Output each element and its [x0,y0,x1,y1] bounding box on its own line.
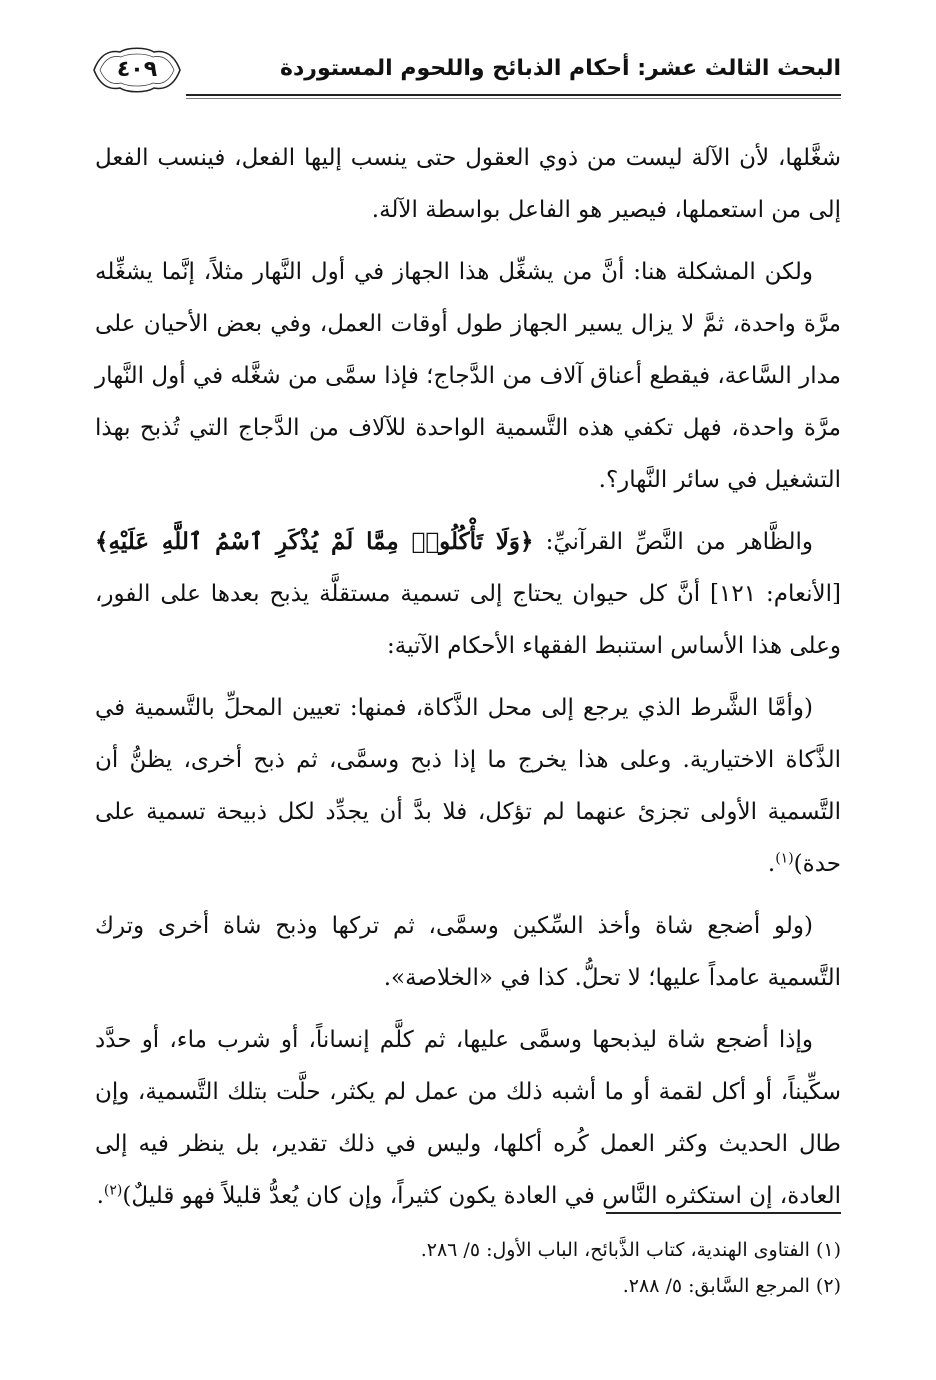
footnote-ref-1: (١) [775,850,794,867]
running-header [88,40,841,100]
paragraph-3-text: (وأمَّا الشَّرط الذي يرجع إلى محل الذَّكاة، فمنها: تعيين المحلِّ بالتَّسمية في الذَّكاة الاختيارية. وعلى هذا يخرج ما إذا ذبح وسمَّى، ثم ذبح أخرى، يظنُّ أن التَّسمية الأولى تجزئ عنهما لم تؤكل، فلا بدَّ أن يجدِّد لكل ذبيحة تسمية على حدة) [95,695,841,877]
page-number-ornament [88,44,186,96]
footnote-2: (٢) المرجع السَّابق: ٥/ ٢٨٨. [622,1275,841,1297]
quran-intro: والظَّاهر من النَّصِّ القرآنيِّ: [533,529,813,555]
paragraph-4: (ولو أضجع شاة وأخذ السِّكين وسمَّى، ثم تركها وذبح شاة أخرى وترك التَّسمية عامداً عليها؛ لا تحلُّ. كذا في «الخلاصة». [95,913,841,991]
paragraph-5-text: وإذا أضجع شاة ليذبحها وسمَّى عليها، ثم كلَّم إنساناً، أو شرب ماء، أو حدَّد سكِّيناً، أو أكل لقمة أو ما أشبه ذلك من عمل لم يكثر، حلَّت بتلك التَّسمية، وإن طال الحديث وكثر العمل كُره أكلها، وليس في ذلك تقدير، بل ينظر فيه إلى العادة، إن استكثره النَّاس في العادة يكون كثيراً، وإن كان يُعدُّ قليلاً فهو قليلٌ) [95,1027,841,1209]
end-mark: . [767,851,776,877]
paragraph-1: شغَّلها، لأن الآلة ليست من ذوي العقول حتى ينسب إليها الفعل، فينسب الفعل إلى من استعملها، فيصير هو الفاعل بواسطة الآلة. [95,145,841,223]
paragraph-2: ولكن المشكلة هنا: أنَّ من يشغِّل هذا الجهاز في أول النَّهار مثلاً، إنَّما يشغِّله مرَّة واحدة، ثمَّ لا يزال يسير الجهاز طول أوقات العمل، وفي بعض الأحيان على مدار السَّاعة، فيقطع أعناق آلاف من الدَّجاج؛ فإذا سمَّى من شغَّله في أول النَّهار مرَّة واحدة، فهل تكفي هذه التَّسمية الواحدة للآلاف من الدَّجاج التي تُذبح بهذا التشغيل في سائر النَّهار؟. [95,259,841,493]
quran-rest: [الأنعام: ١٢١] أنَّ كل حيوان يحتاج إلى تسمية مستقلَّة يذبح بعدها على الفور، وعلى هذا الأساس استنبط الفقهاء الأحكام الآتية: [95,581,841,659]
main-text [95,132,841,1232]
paragraph-5 [95,1014,841,1222]
end-mark: . [96,1183,104,1209]
footnote-ref-2: (٢) [103,1182,123,1199]
chapter-title: البحث الثالث عشر: أحكام الذبائح واللحوم المستوردة [280,56,841,81]
footnote-divider [606,1212,841,1214]
page-number: ٤٠٩ [116,57,158,82]
paragraph-3 [95,682,841,890]
quran-verse: ﴿وَلَا تَأْكُلُوا۟ مِمَّا لَمْ يُذْكَرِ ٱسْمُ ٱللَّهِ عَلَيْهِ﴾ [95,528,534,555]
paragraph-quran [95,516,841,672]
header-divider [186,94,841,99]
footnote-1: (١) الفتاوى الهندية، كتاب الذَّبائح، الباب الأول: ٥/ ٢٨٦. [420,1239,841,1261]
footnotes [95,1232,841,1304]
